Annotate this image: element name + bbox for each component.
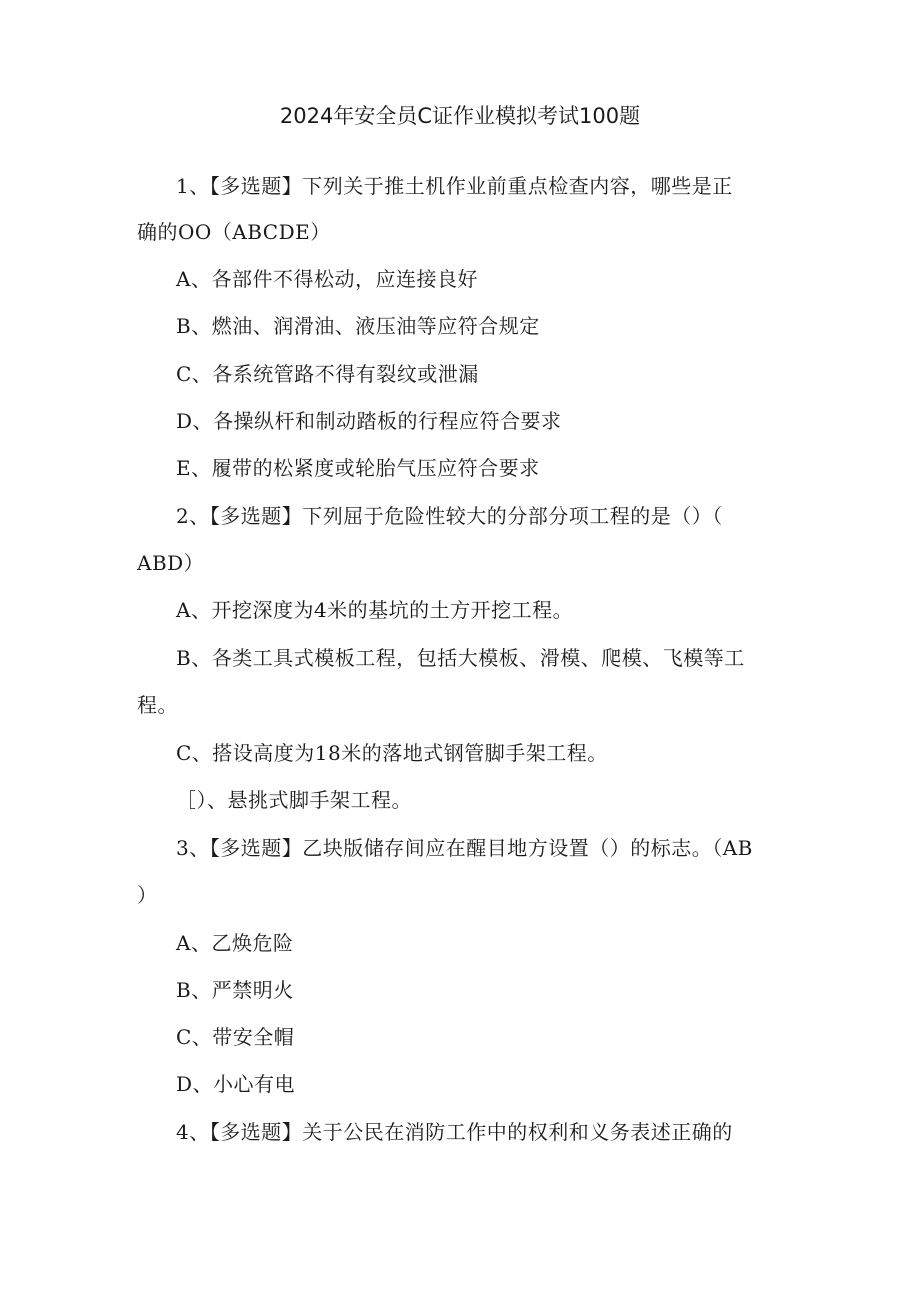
question-1-stem-line-1: 1、【多选题】下列关于推土机作业前重点检查内容，哪些是正 xyxy=(176,174,733,198)
question-3-stem-line-2: ） xyxy=(137,883,158,907)
question-2-stem-line-2: ABD） xyxy=(137,551,205,575)
question-2-option-b: B、各类工具式模板工程，包括大模板、滑模、爬模、飞模等工 xyxy=(176,646,745,670)
document-title: 2024年安全员C证作业模拟考试100题 xyxy=(279,104,641,128)
question-2-option-d: ［）、悬挑式脚手架工程。 xyxy=(176,788,412,812)
question-1-option-c: C、各系统管路不得有裂纹或泄漏 xyxy=(176,362,479,386)
question-2-option-b-continued: 程。 xyxy=(137,693,178,717)
question-3-option-d: D、小心有电 xyxy=(176,1072,296,1096)
question-2-stem-line-1: 2、【多选题】下列屈于危险性较大的分部分项工程的是（）（ xyxy=(176,504,723,528)
question-3-option-b: B、严禁明火 xyxy=(176,978,294,1002)
question-1-option-b: B、燃油、润滑油、液压油等应符合规定 xyxy=(176,314,540,338)
question-4-stem-line-1: 4、【多选题】关于公民在消防工作中的权利和义务表述正确的 xyxy=(176,1120,733,1144)
question-1-option-e: E、履带的松紧度或轮胎气压应符合要求 xyxy=(176,456,540,480)
question-2-option-a: A、开挖深度为4米的基坑的土方开挖工程。 xyxy=(176,598,574,622)
question-1-option-d: D、各操纵杆和制动踏板的行程应符合要求 xyxy=(176,409,562,433)
question-3-stem-line-1: 3、【多选题】乙块版储存间应在醒目地方设置（）的标志。（AB xyxy=(176,836,753,860)
question-1-stem-line-2: 确的OO（ABCDE） xyxy=(137,220,331,244)
question-1-option-a: A、各部件不得松动，应连接良好 xyxy=(176,267,478,291)
question-3-option-a: A、乙焕危险 xyxy=(176,931,294,955)
question-3-option-c: C、带安全帽 xyxy=(176,1025,295,1049)
question-2-option-c: C、搭设高度为18米的落地式钢管脚手架工程。 xyxy=(176,741,608,765)
